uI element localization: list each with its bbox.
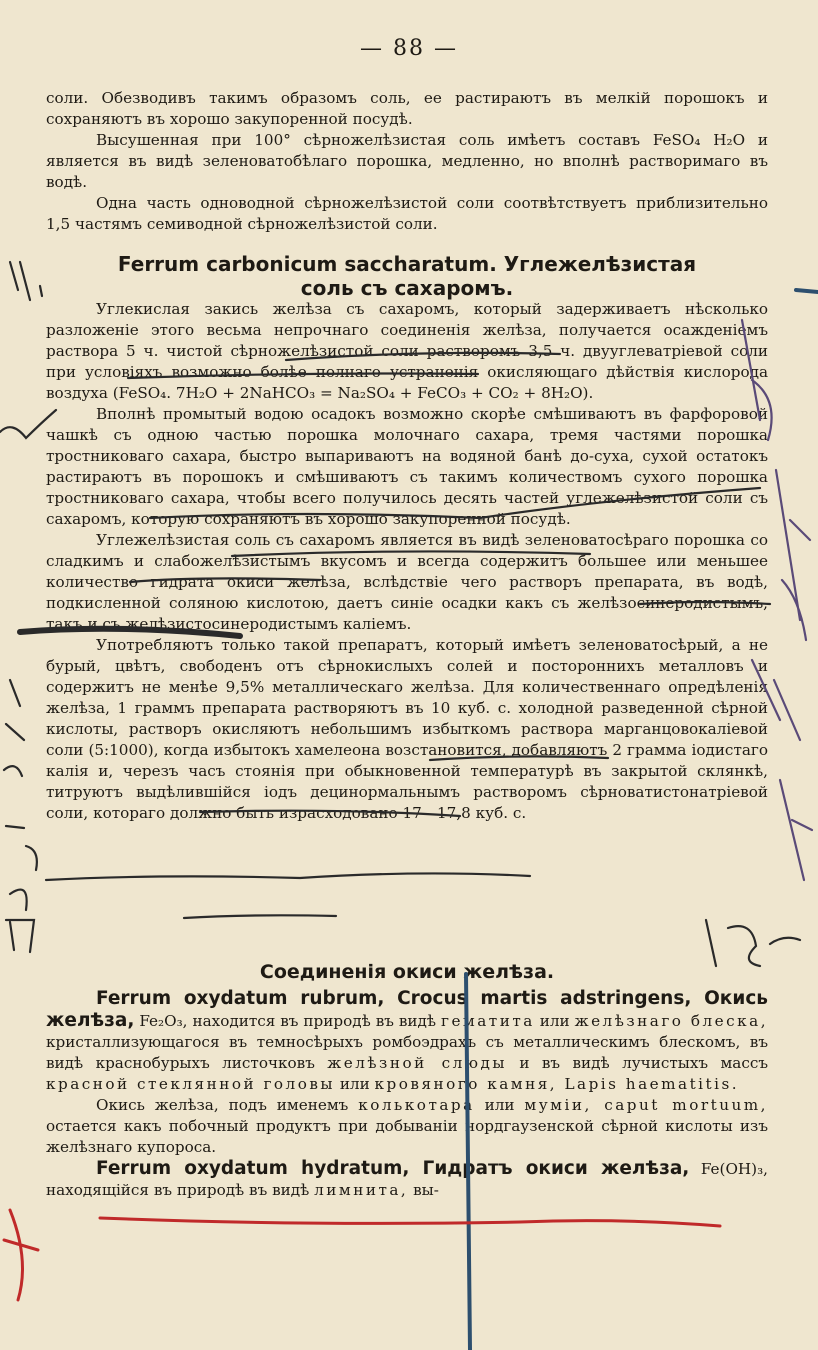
intro-paragraph-1: соли. Обезводивъ такимъ образомъ соль, ее растираютъ въ мелкій порошокъ и сохраняютъ въ хорошо закупоренной посудѣ. <box>46 89 768 128</box>
page-number: — 88 — <box>360 36 458 61</box>
text-fragment: остается какъ побочный продуктъ при добываніи нордгаузенской сѣрной кислоты изъ желѣзнаго купороса. <box>46 1117 768 1156</box>
blue-dash-mark <box>796 290 818 292</box>
heading-line-2: соль съ сахаромъ. <box>300 276 514 300</box>
heading-line-1: Ferrum carbonicum saccharatum. Углежелѣзистая <box>117 252 697 276</box>
margin-pencil-mark <box>10 262 42 300</box>
purple-margin-mark <box>776 470 810 640</box>
text-fragment: или <box>339 1075 370 1093</box>
text-fragment: или <box>539 1012 570 1030</box>
ferrum-oxydatum-hydratum-heading: Ferrum oxydatum hydratum, Гидратъ окиси желѣза, <box>96 1158 690 1179</box>
formula-feoh3: Fe(OH)₃, <box>700 1160 768 1178</box>
section1-body <box>46 299 768 824</box>
section1-paragraph-3: Углежелѣзистая соль съ сахаромъ является въ видѣ зеленоватосѣраго порошка со сладкимъ и слабожелѣзистымъ вкусомъ и всегда содержитъ большее или меньшее количество гидрата окиси желѣза, вслѣдствіе чего растворъ препарата, въ водѣ, подкисленной соляною кислотою, даетъ синіе осадки какъ съ желѣзосинеродистымъ, такъ и съ желѣзистосинеродистымъ каліемъ. <box>46 531 768 633</box>
red-underline-mark <box>100 1218 720 1226</box>
ferrum-oxydatum-rubrum-heading: Ferrum oxydatum rubrum, Crocus martis adstringens, Окись желѣза, <box>46 988 768 1031</box>
text-fragment: и въ видѣ лучистыхъ массъ <box>519 1054 769 1072</box>
term-red-glass-head: красной стеклянной головы <box>46 1075 335 1093</box>
underline-mark <box>184 915 336 918</box>
margin-pencil-mark <box>10 846 37 910</box>
purple-margin-mark <box>780 780 812 880</box>
section2-body <box>46 988 768 1201</box>
term-hematite: гематита <box>440 1012 535 1030</box>
section1-paragraph-1: Углекислая закись желѣза съ сахаромъ, который задерживаетъ нѣсколько разложеніе этого весьма непрочнаго соединенія желѣза, получается осажденіемъ раствора 5 ч. чистой сѣрножелѣзистой соли растворомъ 3,5 ч. двууглеватріевой соли при условіяхъ возможно болѣе полнаго устраненія окисляющаго дѣйствія кислорода воздуха (FeSO₄. 7H₂O + 2NaHCO₃ = Na₂SO₄ + FeCO₃ + CO₂ + 8H₂O). <box>46 300 768 402</box>
text-fragment: или <box>484 1096 515 1114</box>
section1-paragraph-2: Вполнѣ промытый водою осадокъ возможно скорѣе смѣшиваютъ въ фарфоровой чашкѣ съ одною частью порошка молочнаго сахара, тремя частями порошка тростниковаго сахара, быстро выпариваютъ на водяной банѣ до-суха, сухой остатокъ растираютъ въ порошокъ и смѣшиваютъ съ такимъ количествомъ сухого порошка тростниковаго сахара, чтобы всего получилось десять частей углежелѣзистой соли съ сахаромъ, которую сохраняютъ въ хорошо закупоренной посудѣ. <box>46 405 768 528</box>
term-caput-mortuum: муміи, caput mortuum, <box>524 1096 768 1114</box>
margin-pencil-mark <box>4 680 24 828</box>
text-fragment: находится въ природѣ въ видѣ <box>192 1012 437 1030</box>
term-iron-glance: желѣзнаго блеска, <box>574 1012 769 1030</box>
text-fragment: находящійся въ природѣ въ видѣ <box>46 1181 310 1199</box>
underline-mark <box>46 873 530 880</box>
intro-block <box>46 88 768 235</box>
section-heading-oxide-compounds: Соединенія окиси желѣза. <box>259 961 555 983</box>
section-heading-ferrum-carbonicum <box>46 252 768 300</box>
term-bloodstone: кровяного камня, Lapis haematitis. <box>374 1075 740 1093</box>
margin-pencil-mark <box>6 920 34 952</box>
formula-fe2o3: Fe₂O₃, <box>139 1012 188 1030</box>
text-fragment: вы- <box>413 1181 439 1199</box>
section2-paragraph-1 <box>46 988 768 1095</box>
section2-paragraph-3 <box>46 1158 768 1201</box>
section1-paragraph-4: Употребляютъ только такой препаратъ, который имѣетъ зеленоватосѣрый, а не бурый, цвѣтъ, свободенъ отъ сѣрнокислыхъ солей и постороннихъ металловъ и содержитъ не менѣе 9,5% металлическаго желѣза. Для количественнаго опредѣленія желѣза, 1 граммъ препарата растворяютъ въ 10 куб. с. холодной разведенной сѣрной кислоты, растворъ окисляютъ небольшимъ избыткомъ раствора марганцовокаліевой соли (5:1000), когда избытокъ хамелеона возстановится, добавляютъ 2 грамма іодистаго калія и, черезъ часъ стоянія при обыкновенной температурѣ въ закрытой склянкѣ, титруютъ выдѣлившійся іодъ децинормальнымъ растворомъ сѣрноватистонатріевой соли, котораго должно быть израсходовано 17—17,8 куб. с. <box>46 636 768 822</box>
intro-paragraph-3: Одна часть одноводной сѣрножелѣзистой соли соотвѣтствуетъ приблизительно 1,5 частямъ семиводной сѣрножелѣзистой соли. <box>46 194 768 233</box>
section2-paragraph-2 <box>46 1095 768 1158</box>
term-colcothar: колькотара <box>358 1096 475 1114</box>
term-iron-mica: желѣзной слюды <box>327 1054 507 1072</box>
text-fragment: кристаллизующагося въ темносѣрыхъ ромбоэдрахъ съ металлическимъ блескомъ, въ видѣ краснобурыхъ листочковъ <box>46 1033 768 1072</box>
intro-paragraph-2: Высушенная при 100° сѣрножелѣзистая соль имѣетъ составъ FeSO₄ H₂O и является въ видѣ зеленоватобѣлаго порошка, медленно, но вполнѣ растворимаго въ водѣ. <box>46 131 768 191</box>
term-limonite: лимнита, <box>314 1181 409 1199</box>
red-margin-mark <box>4 1210 38 1300</box>
text-fragment: Окись желѣза, подъ именемъ <box>96 1096 349 1114</box>
